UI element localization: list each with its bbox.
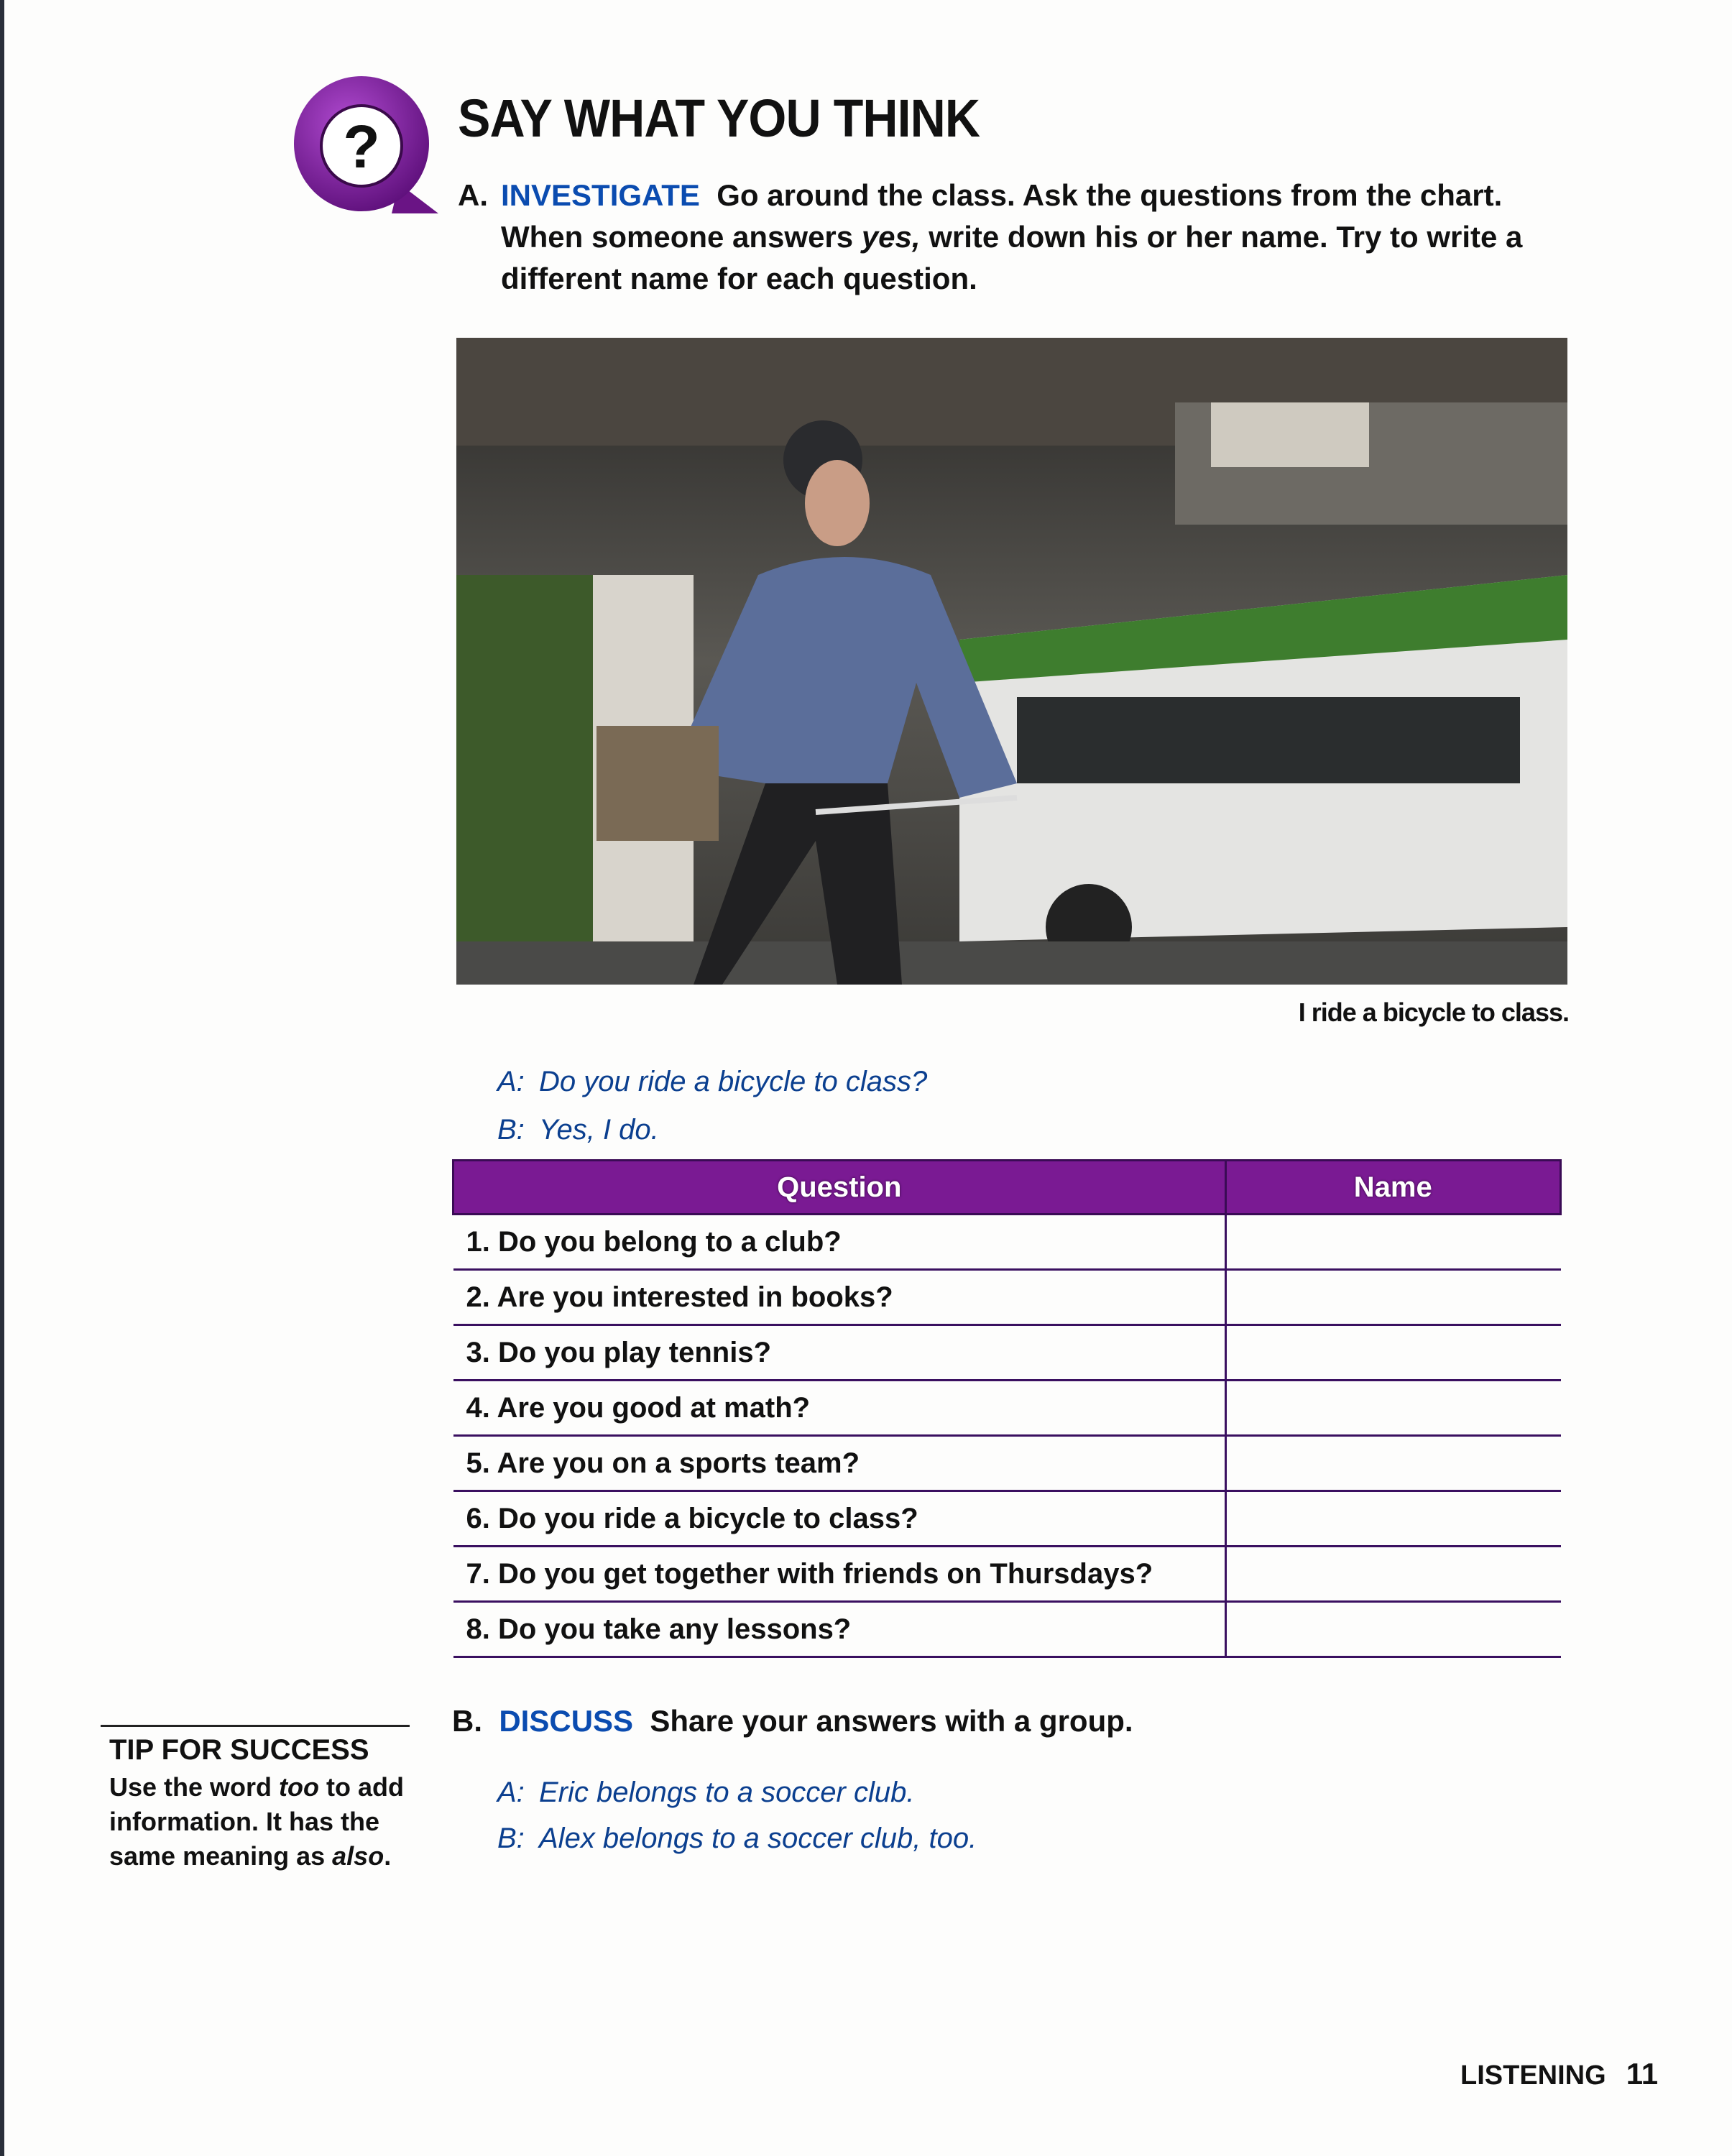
dialogue-a <box>497 1058 927 1154</box>
part-b-text: Share your answers with a group. <box>650 1704 1133 1738</box>
section-title: SAY WHAT YOU THINK <box>458 88 980 148</box>
part-b-keyword: DISCUSS <box>499 1704 634 1738</box>
table-row <box>453 1325 1561 1381</box>
tip-italic: too <box>279 1772 320 1802</box>
table-row <box>453 1381 1561 1436</box>
page-number: 11 <box>1626 2057 1659 2091</box>
header-name: Name <box>1225 1161 1561 1215</box>
tip-italic: also <box>332 1841 384 1871</box>
part-b-letter: B. <box>452 1704 482 1738</box>
dialogue-line <box>497 1769 977 1815</box>
question-cell: 8. Do you take any lessons? <box>453 1602 1226 1657</box>
name-cell[interactable] <box>1225 1491 1561 1547</box>
dialogue-line <box>497 1106 927 1154</box>
tip-text <box>109 1770 418 1874</box>
speaker: B: <box>497 1114 525 1146</box>
bicycle-photo <box>456 338 1567 985</box>
speaker: B: <box>497 1823 525 1854</box>
line-text: Do you ride a bicycle to class? <box>539 1066 928 1097</box>
question-cell: 2. Are you interested in books? <box>453 1270 1226 1325</box>
line-text: Yes, I do. <box>539 1114 659 1146</box>
name-cell[interactable] <box>1225 1547 1561 1602</box>
name-cell[interactable] <box>1225 1215 1561 1270</box>
part-a-letter: A. <box>458 178 488 212</box>
dialogue-b <box>497 1769 977 1861</box>
part-b-instructions <box>452 1700 1133 1742</box>
question-cell: 5. Are you on a sports team? <box>453 1436 1226 1491</box>
speaker: A: <box>497 1066 525 1097</box>
table-row <box>453 1270 1561 1325</box>
tip-text-part: . <box>384 1841 392 1871</box>
line-text: Alex belongs to a soccer club, too. <box>539 1823 977 1854</box>
question-q-icon <box>291 75 438 216</box>
tip-text-part: to add information. It has the same meaning as <box>109 1772 404 1871</box>
part-a-italic: yes, <box>861 220 921 254</box>
name-cell[interactable] <box>1225 1602 1561 1657</box>
table-row <box>453 1547 1561 1602</box>
tip-text-part: Use the word <box>109 1772 280 1802</box>
question-cell: 3. Do you play tennis? <box>453 1325 1226 1381</box>
survey-table <box>452 1159 1562 1658</box>
dialogue-line <box>497 1815 977 1861</box>
part-a-text-2: write down his or her name. Try to write a different name for each question. <box>501 220 1523 295</box>
part-a-keyword: INVESTIGATE <box>501 178 700 212</box>
speaker: A: <box>497 1777 525 1808</box>
question-cell: 6. Do you ride a bicycle to class? <box>453 1491 1226 1547</box>
page-edge <box>0 0 4 2156</box>
table-row <box>453 1436 1561 1491</box>
name-cell[interactable] <box>1225 1436 1561 1491</box>
table-row <box>453 1602 1561 1657</box>
tip-title: TIP FOR SUCCESS <box>109 1734 369 1766</box>
question-cell: 1. Do you belong to a club? <box>453 1215 1226 1270</box>
question-cell: 7. Do you get together with friends on Thursdays? <box>453 1547 1226 1602</box>
name-cell[interactable] <box>1225 1270 1561 1325</box>
photo-caption: I ride a bicycle to class. <box>1298 998 1569 1027</box>
tip-divider <box>101 1725 410 1727</box>
table-row <box>453 1215 1561 1270</box>
part-a-text: Go around the class. Ask the questions from the chart. When someone answers <box>501 178 1503 254</box>
part-a-instructions <box>458 175 1536 300</box>
table-row <box>453 1491 1561 1547</box>
dialogue-line <box>497 1058 927 1106</box>
footer-section: LISTENING <box>1460 2060 1606 2091</box>
line-text: Eric belongs to a soccer club. <box>539 1777 915 1808</box>
name-cell[interactable] <box>1225 1381 1561 1436</box>
name-cell[interactable] <box>1225 1325 1561 1381</box>
page-footer <box>1460 2057 1658 2091</box>
header-question: Question <box>453 1161 1226 1215</box>
question-cell: 4. Are you good at math? <box>453 1381 1226 1436</box>
svg-text:?: ? <box>343 113 380 180</box>
